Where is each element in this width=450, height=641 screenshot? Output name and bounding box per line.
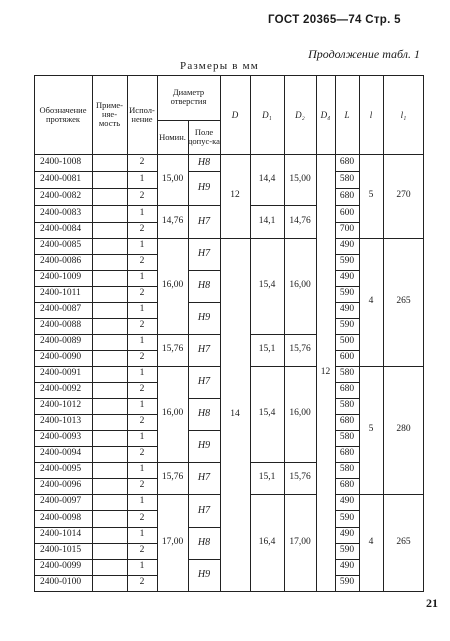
version-cell: 1	[139, 173, 145, 184]
version-cell: 2	[139, 256, 145, 267]
version-cell: 1	[139, 561, 145, 572]
version-cell: 1	[139, 336, 145, 347]
version-cell: 2	[139, 480, 145, 491]
designation-cell: 2400-0099	[40, 561, 82, 572]
tolerance-field-cell: H7	[197, 472, 211, 483]
header-d: D	[231, 109, 239, 120]
d1-cell: 16,4	[258, 536, 276, 547]
designation-cell: 2400-1014	[40, 529, 82, 540]
nominal-diameter-cell: 15,76	[161, 472, 184, 483]
length-l-cell: 490	[339, 304, 355, 315]
l1-cell: 270	[396, 190, 411, 201]
l-small-cell: 5	[368, 190, 374, 201]
d2-cell: 16,00	[289, 280, 311, 291]
nominal-diameter-cell: 16,00	[161, 408, 184, 419]
version-cell: 2	[139, 320, 145, 331]
length-l-cell: 590	[339, 577, 355, 588]
designation-cell: 2400-1012	[40, 400, 82, 411]
l1-cell: 280	[396, 424, 411, 435]
length-l-cell: 490	[339, 272, 355, 283]
units-caption: Размеры в мм	[180, 60, 259, 72]
length-l-cell: 580	[339, 400, 355, 411]
length-l-cell: 590	[339, 288, 355, 299]
length-l-cell: 600	[339, 352, 355, 363]
header-applicability: Приме-няе-мость	[96, 100, 123, 128]
length-l-cell: 680	[339, 190, 355, 201]
standard-title: ГОСТ 20365—74 Стр. 5	[268, 14, 401, 26]
designation-cell: 2400-0091	[40, 368, 82, 379]
d2-cell: 14,76	[289, 215, 311, 226]
d1-cell: 15,1	[258, 472, 276, 483]
length-l-cell: 500	[339, 336, 355, 347]
length-l-cell: 580	[339, 368, 355, 379]
version-cell: 2	[139, 288, 145, 299]
version-cell: 1	[139, 529, 145, 540]
version-cell: 1	[139, 496, 145, 507]
length-l-cell: 590	[339, 320, 355, 331]
table-continuation: Продолжение табл. 1	[308, 47, 420, 61]
tolerance-field-cell: H8	[197, 156, 211, 168]
d1-cell: 15,1	[258, 344, 276, 355]
nominal-diameter-cell: 14,76	[161, 215, 184, 226]
tolerance-field-cell: H9	[197, 312, 211, 323]
designation-cell: 2400-0084	[40, 224, 82, 235]
d2-cell: 15,00	[289, 173, 311, 184]
header-nominal: Номин.	[159, 131, 186, 142]
designation-cell: 2400-0083	[40, 207, 82, 218]
version-cell: 2	[139, 190, 145, 201]
d-cell: 14	[230, 408, 240, 419]
designation-cell: 2400-0090	[40, 352, 82, 363]
d1-cell: 14,1	[258, 215, 276, 226]
l-small-cell: 4	[368, 536, 374, 547]
length-l-cell: 590	[339, 256, 355, 267]
tolerance-field-cell: H7	[197, 504, 211, 516]
designation-cell: 2400-0098	[40, 512, 82, 523]
designation-cell: 2400-0094	[40, 448, 82, 459]
designation-cell: 2400-1009	[40, 272, 82, 283]
designation-cell: 2400-0081	[40, 173, 82, 184]
version-cell: 1	[139, 272, 145, 283]
tolerance-field-cell: H9	[197, 182, 211, 193]
designation-cell: 2400-0095	[40, 464, 82, 475]
version-cell: 1	[139, 400, 145, 411]
header-version: Испол-нение	[129, 104, 155, 124]
version-cell: 1	[139, 464, 145, 475]
version-cell: 1	[139, 304, 145, 315]
tolerance-field-cell: H8	[197, 280, 211, 291]
page-number: 21	[426, 596, 438, 610]
length-l-cell: 600	[339, 207, 355, 218]
version-cell: 2	[139, 545, 145, 556]
version-cell: 2	[139, 352, 145, 363]
designation-cell: 2400-0086	[40, 256, 82, 267]
version-cell: 2	[139, 156, 145, 167]
d-cell: 12	[230, 190, 240, 201]
length-l-cell: 680	[339, 416, 355, 427]
header-tolerance-field: Поле допус-ка	[188, 127, 220, 146]
d2-cell: 17,00	[289, 536, 311, 547]
length-l-cell: 700	[339, 224, 355, 235]
length-l-cell: 590	[339, 512, 355, 523]
length-l-cell: 490	[339, 496, 355, 507]
length-l-cell: 580	[339, 173, 355, 184]
nominal-diameter-cell: 15,00	[161, 173, 184, 184]
d1-cell: 15,4	[258, 408, 276, 419]
tolerance-field-cell: H8	[197, 537, 211, 548]
version-cell: 1	[139, 432, 145, 443]
tolerance-field-cell: H7	[197, 344, 211, 355]
d1-cell: 15,4	[258, 280, 276, 291]
length-l-cell: 680	[339, 384, 355, 395]
nominal-diameter-cell: 16,00	[161, 280, 184, 291]
designation-cell: 2400-0088	[40, 320, 82, 331]
version-cell: 2	[139, 512, 145, 523]
designation-cell: 2400-0097	[40, 496, 82, 507]
d2-cell: 15,76	[289, 344, 311, 355]
version-cell: 2	[139, 448, 145, 459]
tolerance-field-cell: H7	[197, 248, 211, 259]
l1-cell: 265	[396, 536, 411, 547]
designation-cell: 2400-0087	[40, 304, 82, 315]
designation-cell: 2400-0096	[40, 480, 82, 491]
length-l-cell: 680	[339, 156, 355, 167]
length-l-cell: 680	[339, 480, 355, 491]
version-cell: 1	[139, 368, 145, 379]
designation-cell: 2400-0093	[40, 432, 82, 443]
designation-cell: 2400-1011	[40, 288, 81, 299]
length-l-cell: 590	[339, 545, 355, 556]
length-l-cell: 580	[339, 464, 355, 475]
header-hole-diameter: Диаметр отверстия	[170, 86, 207, 106]
header-d2: D₂	[295, 109, 305, 120]
grid-line	[34, 591, 424, 592]
header-d1: D₁	[262, 109, 272, 120]
header-d4: D₄	[320, 109, 331, 120]
version-cell: 1	[139, 240, 145, 251]
version-cell: 2	[139, 416, 145, 427]
designation-cell: 2400-0100	[40, 577, 82, 588]
nominal-diameter-cell: 17,00	[161, 536, 184, 547]
tolerance-field-cell: H7	[197, 215, 211, 227]
length-l-cell: 490	[339, 240, 355, 251]
l1-cell: 265	[396, 296, 411, 307]
header-l1: l₁	[400, 109, 407, 120]
designation-cell: 2400-1015	[40, 545, 82, 556]
d2-cell: 15,76	[289, 472, 311, 483]
l-small-cell: 5	[368, 424, 374, 435]
length-l-cell: 490	[339, 529, 355, 540]
d2-cell: 16,00	[289, 408, 311, 419]
designation-cell: 2400-0085	[40, 240, 82, 251]
version-cell: 2	[139, 224, 145, 235]
tolerance-field-cell: H8	[197, 408, 211, 419]
tolerance-field-cell: H9	[197, 569, 211, 580]
length-l-cell: 680	[339, 448, 355, 459]
l-small-cell: 4	[368, 296, 374, 307]
header-designation: Обозначение протяжек	[39, 104, 87, 124]
version-cell: 2	[139, 577, 145, 588]
designation-cell: 2400-0082	[40, 190, 82, 201]
designation-cell: 2400-0089	[40, 336, 82, 347]
nominal-diameter-cell: 15,76	[161, 344, 184, 355]
length-l-cell: 490	[339, 561, 355, 572]
designation-cell: 2400-0092	[40, 384, 82, 395]
header-l-small: l	[369, 109, 373, 120]
d1-cell: 14,4	[258, 173, 276, 184]
version-cell: 2	[139, 384, 145, 395]
d4-cell: 12	[320, 366, 331, 377]
tolerance-field-cell: H9	[197, 440, 211, 451]
length-l-cell: 580	[339, 432, 355, 443]
designation-cell: 2400-1008	[40, 156, 82, 167]
tolerance-field-cell: H7	[197, 376, 211, 387]
header-l-cap: L	[344, 109, 350, 120]
version-cell: 1	[139, 207, 145, 218]
designation-cell: 2400-1013	[40, 416, 82, 427]
